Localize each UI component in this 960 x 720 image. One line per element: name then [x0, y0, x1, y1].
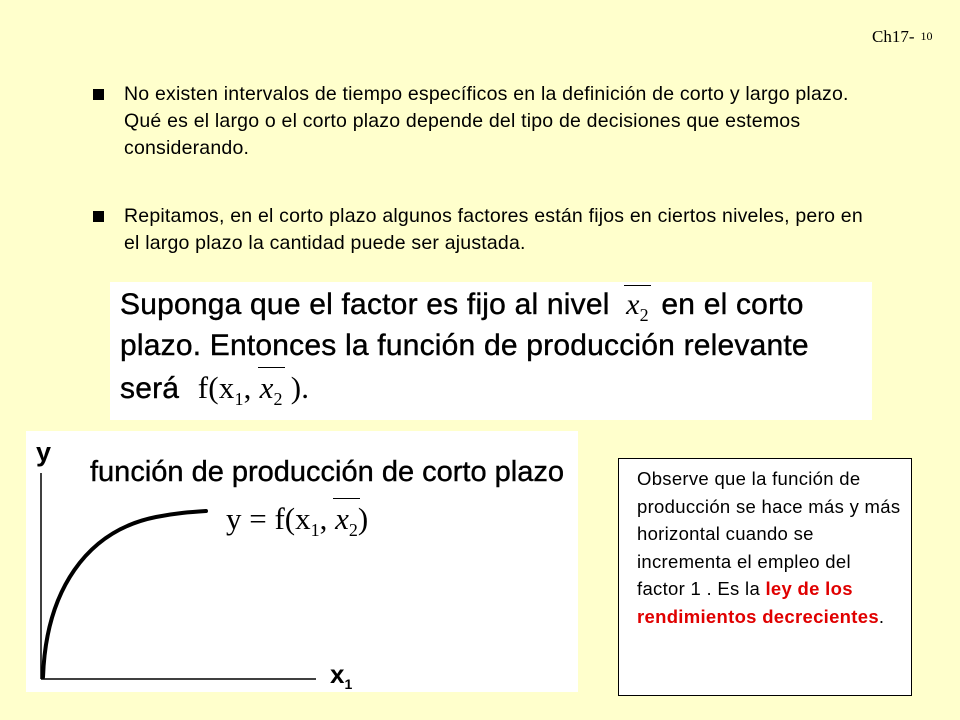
slide-number — [872, 27, 933, 47]
x-axis-label: $x_1$ — [330, 659, 353, 693]
production-graph — [26, 431, 578, 692]
square-bullet-icon — [93, 211, 104, 222]
statement-text: Suponga que el factor es fijo al nivel — [120, 288, 610, 321]
note-text: Observe que la función de producción se hace más y más horizontal cuando se incrementa el empleo del factor 1 . Es la — [637, 468, 901, 599]
statement-line-1 — [120, 288, 804, 326]
bullet-text: Repitamos, en el corto plazo algunos factores están fijos en ciertos niveles, pero en el largo plazo la cantidad puede ser ajustada. — [124, 205, 863, 254]
page-number: 10 — [920, 29, 933, 43]
fixed-level-symbol: $x_2$ — [626, 288, 649, 326]
production-curve-plot — [26, 431, 578, 692]
square-bullet-icon — [93, 89, 104, 100]
note-box — [618, 458, 912, 696]
statement-line-2: plazo. Entonces la función de producción relevante — [120, 329, 809, 362]
statement-text: será — [120, 372, 180, 405]
chapter-label: Ch17- — [872, 27, 915, 46]
statement-text: en el corto — [661, 288, 804, 321]
graph-title: función de producción de corto plazo — [90, 456, 564, 488]
function-expression: $f(x_1$, $x_2$ ). — [198, 370, 309, 405]
bullet-item — [90, 81, 880, 162]
note-end: . — [878, 605, 885, 627]
statement-line-3 — [120, 370, 309, 410]
production-curve — [43, 511, 206, 677]
y-axis-label: y — [36, 437, 52, 467]
bullet-item — [90, 203, 880, 257]
curve-equation: $y = f(x_1$, $x_2$) — [226, 501, 368, 541]
law-highlight: ley de los rendimientos decrecientes — [637, 578, 879, 627]
statement-box — [110, 282, 872, 420]
bullet-text: No existen intervalos de tiempo específicos en la definición de corto y largo plazo. Qué es el largo o el corto plazo depende del tipo de decisiones que estemos considerando. — [124, 83, 849, 159]
